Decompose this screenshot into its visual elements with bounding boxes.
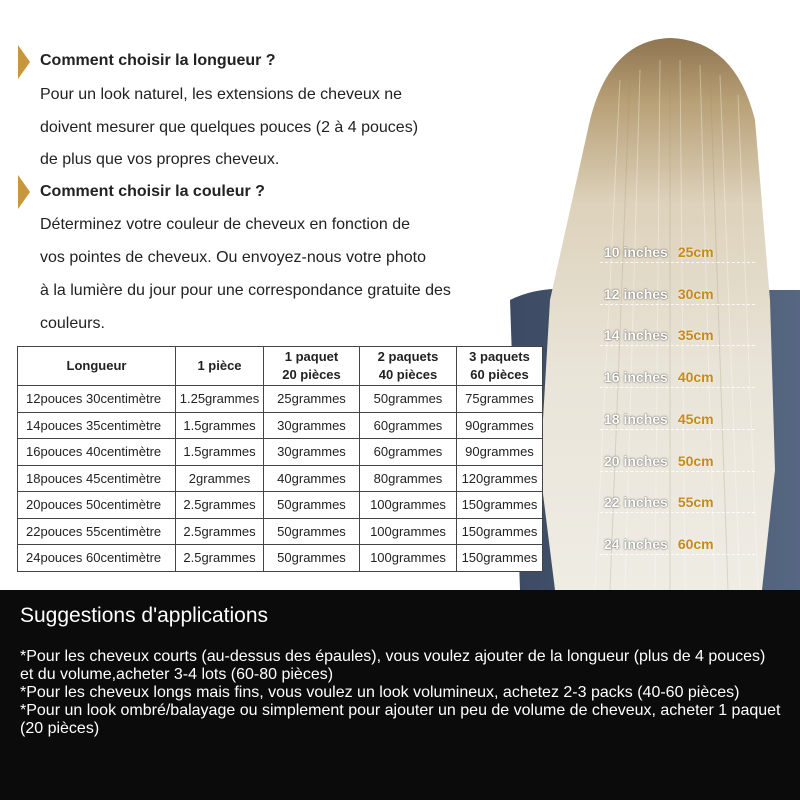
length-guide-line (600, 471, 755, 472)
header-line: Longueur (66, 358, 127, 373)
table-cell: 50grammes (264, 518, 360, 545)
marker-inch-label: 20 inches (604, 453, 668, 469)
table-cell: 1.5grammes (176, 439, 264, 466)
table-row (18, 492, 543, 519)
suggestions-text (20, 648, 795, 738)
table-cell: 25grammes (264, 386, 360, 413)
table-row (18, 439, 543, 466)
table-cell: 22pouces 55centimètre (18, 518, 176, 545)
table-header-row (18, 347, 543, 386)
length-marker-10 (604, 244, 714, 260)
table-cell: 30grammes (264, 439, 360, 466)
table-cell: 60grammes (360, 439, 457, 466)
header-line: 2 paquets (377, 349, 439, 364)
length-guide-line (600, 387, 755, 388)
arrow-bullet-icon (18, 175, 30, 209)
suggestion-line: *Pour les cheveux courts (au-dessus des épaules), vous voulez ajouter de la longueur (plus de 4 pouces) (20, 648, 766, 665)
length-text-line: de plus que vos propres cheveux. (40, 151, 280, 168)
length-text-line: Pour un look naturel, les extensions de cheveux ne (40, 86, 403, 103)
table-cell: 60grammes (360, 412, 457, 439)
table-cell: 100grammes (360, 518, 457, 545)
table-cell: 14pouces 35centimètre (18, 412, 176, 439)
suggestions-panel (0, 590, 800, 800)
table-cell: 120grammes (457, 465, 543, 492)
weight-table (17, 346, 543, 572)
length-marker-12 (604, 286, 714, 302)
marker-cm-label: 25cm (677, 244, 714, 260)
table-cell: 2.5grammes (176, 518, 264, 545)
marker-inch-label: 16 inches (604, 369, 668, 385)
table-row (18, 465, 543, 492)
col-header-3-packs (457, 347, 543, 386)
table-cell: 50grammes (264, 492, 360, 519)
table-cell: 150grammes (457, 518, 543, 545)
table-cell: 40grammes (264, 465, 360, 492)
header-line: 20 pièces (282, 367, 341, 382)
marker-cm-label: 50cm (677, 453, 714, 469)
length-guide-line (600, 429, 755, 430)
suggestion-line: *Pour les cheveux longs mais fins, vous voulez un look volumineux, achetez 2-3 packs (40-60 pièces) (20, 684, 740, 701)
marker-inch-label: 14 inches (604, 327, 668, 343)
table-row (18, 386, 543, 413)
marker-inch-label: 24 inches (604, 536, 668, 552)
col-header-1-pack (264, 347, 360, 386)
table-cell: 2.5grammes (176, 492, 264, 519)
length-heading: Comment choisir la longueur ? (40, 52, 276, 69)
header-line: 1 paquet (284, 349, 339, 364)
table-cell: 90grammes (457, 412, 543, 439)
table-cell: 100grammes (360, 492, 457, 519)
marker-cm-label: 55cm (677, 494, 714, 510)
col-header-1-piece (176, 347, 264, 386)
length-guide-line (600, 345, 755, 346)
suggestions-title: Suggestions d'applications (20, 604, 269, 627)
marker-cm-label: 35cm (677, 327, 714, 343)
table-row (18, 545, 543, 572)
length-marker-22 (604, 494, 714, 510)
length-guide-line (600, 512, 755, 513)
color-text-line: couleurs. (40, 315, 105, 332)
marker-cm-label: 30cm (677, 286, 714, 302)
color-heading: Comment choisir la couleur ? (40, 183, 265, 200)
table-cell: 2grammes (176, 465, 264, 492)
table-cell: 24pouces 60centimètre (18, 545, 176, 572)
length-guide-line (600, 262, 755, 263)
table-cell: 150grammes (457, 492, 543, 519)
marker-cm-label: 40cm (677, 369, 714, 385)
length-marker-14 (604, 327, 714, 343)
table-cell: 12pouces 30centimètre (18, 386, 176, 413)
table-cell: 18pouces 45centimètre (18, 465, 176, 492)
table-cell: 1.5grammes (176, 412, 264, 439)
table-cell: 16pouces 40centimètre (18, 439, 176, 466)
marker-inch-label: 10 inches (604, 244, 668, 260)
length-guide-line (600, 554, 755, 555)
marker-inch-label: 22 inches (604, 494, 668, 510)
table-cell: 2.5grammes (176, 545, 264, 572)
length-text-line: doivent mesurer que quelques pouces (2 à 4 pouces) (40, 119, 419, 136)
col-header-length (18, 347, 176, 386)
marker-cm-label: 60cm (677, 536, 714, 552)
length-marker-20 (604, 453, 714, 469)
arrow-bullet-icon (18, 45, 30, 79)
table-cell: 75grammes (457, 386, 543, 413)
table-cell: 90grammes (457, 439, 543, 466)
color-text-line: à la lumière du jour pour une correspondance gratuite des (40, 282, 451, 299)
marker-cm-label: 45cm (677, 411, 714, 427)
table-cell: 30grammes (264, 412, 360, 439)
table-cell: 20pouces 50centimètre (18, 492, 176, 519)
header-line: 40 pièces (378, 367, 438, 382)
table-cell: 50grammes (264, 545, 360, 572)
table-cell: 150grammes (457, 545, 543, 572)
color-text-line: vos pointes de cheveux. Ou envoyez-nous votre photo (40, 249, 427, 266)
table-row (18, 518, 543, 545)
color-text-line: Déterminez votre couleur de cheveux en fonction de (40, 216, 410, 233)
length-marker-18 (604, 411, 714, 427)
table-cell: 1.25grammes (176, 386, 264, 413)
table-cell: 80grammes (360, 465, 457, 492)
length-marker-16 (604, 369, 714, 385)
header-line: 60 pièces (470, 367, 529, 382)
col-header-2-packs (360, 347, 457, 386)
length-marker-24 (604, 536, 714, 552)
table-row (18, 412, 543, 439)
header-line: 1 pièce (197, 358, 242, 373)
header-line: 3 paquets (469, 349, 530, 364)
length-guide-line (600, 304, 755, 305)
suggestion-line: *Pour un look ombré/balayage ou simplement pour ajouter un peu de volume de cheveux, acheter 1 paquet (20 pièces) (20, 702, 781, 737)
marker-inch-label: 12 inches (604, 286, 668, 302)
marker-inch-label: 18 inches (604, 411, 668, 427)
suggestion-line: et du volume,acheter 3-4 lots (60-80 pièces) (20, 666, 334, 683)
table-cell: 100grammes (360, 545, 457, 572)
table-cell: 50grammes (360, 386, 457, 413)
